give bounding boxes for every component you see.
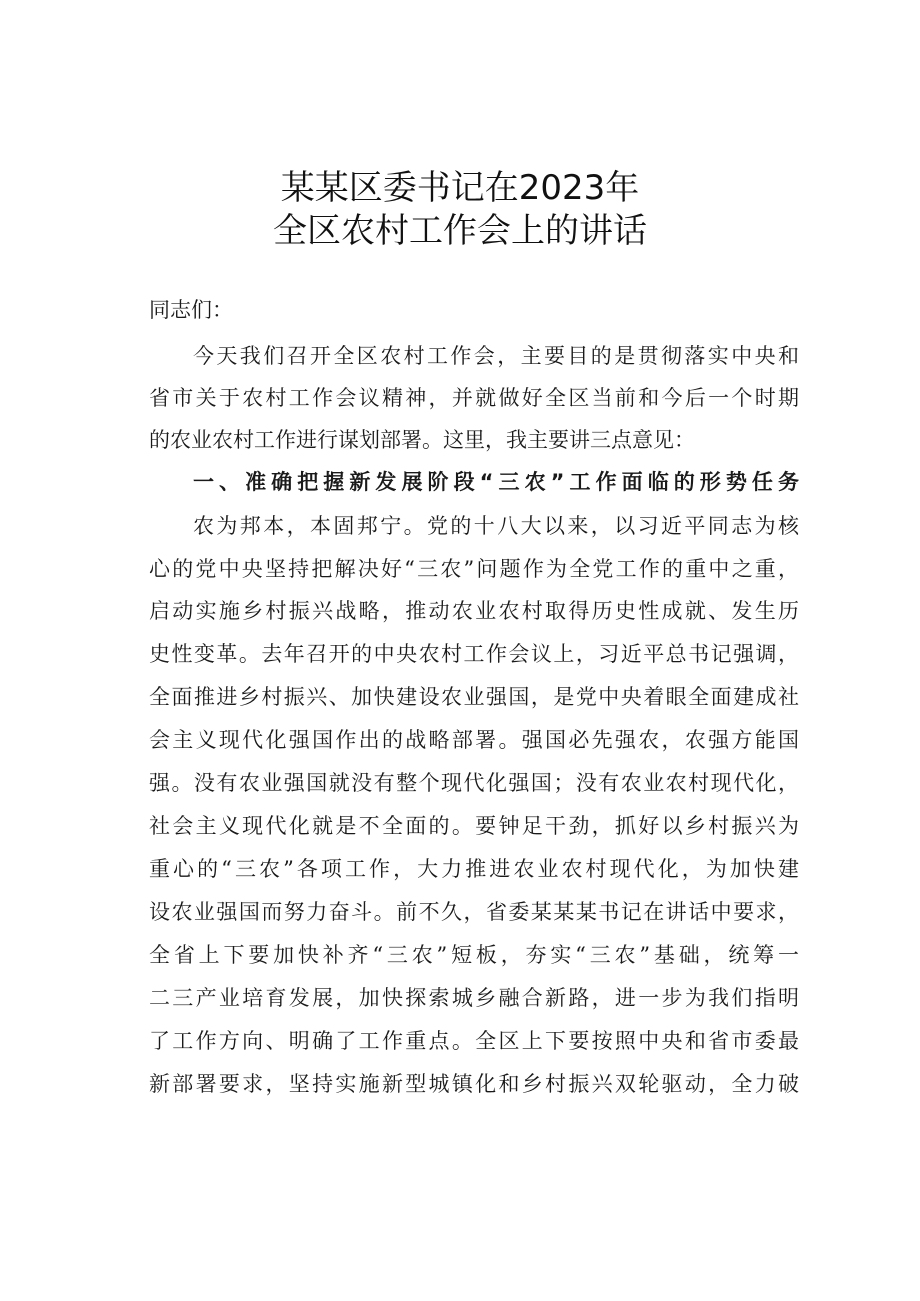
intro-line: 的农业农村工作进行谋划部署。这里，我主要讲三点意见：: [149, 428, 695, 452]
paragraph-line: 启动实施乡村振兴战略，推动农业农村取得历史性成就、发生历: [149, 599, 799, 623]
paragraph-line: 社会主义现代化就是不全面的。要钟足干劲，抓好以乡村振兴为: [149, 814, 799, 838]
section-heading: 一、准确把握新发展阶段“三农”工作面临的形势任务: [193, 470, 799, 494]
paragraph-line: 二三产业培育发展，加快探索城乡融合新路，进一步为我们指明: [149, 986, 799, 1010]
paragraph-line: 史性变革。去年召开的中央农村工作会议上，习近平总书记强调，: [149, 642, 799, 666]
intro-line: 今天我们召开全区农村工作会，主要目的是贯彻落实中央和: [193, 344, 799, 368]
paragraph-line: 心的党中央坚持把解决好“三农”问题作为全党工作的重中之重，: [149, 557, 799, 581]
document-title-line-1: 某某区委书记在2023年: [280, 168, 640, 208]
document-title-line-2: 全区农村工作会上的讲话: [273, 211, 647, 251]
paragraph-line: 设农业强国而努力奋斗。前不久，省委某某某书记在讲话中要求，: [149, 900, 799, 924]
paragraph-line: 农为邦本，本固邦宁。党的十八大以来，以习近平同志为核: [193, 514, 799, 538]
paragraph-line: 重心的“三农”各项工作，大力推进农业农村现代化，为加快建: [149, 857, 799, 881]
paragraph-line: 会主义现代化强国作出的战略部署。强国必先强农，农强方能国: [149, 728, 799, 752]
paragraph-line: 强。没有农业强国就没有整个现代化强国；没有农业农村现代化，: [149, 771, 799, 795]
paragraph-line: 全省上下要加快补齐“三农”短板，夯实“三农”基础，统筹一: [149, 943, 799, 967]
intro-line: 省市关于农村工作会议精神，并就做好全区当前和今后一个时期: [149, 386, 799, 410]
salutation: 同志们：: [149, 298, 233, 322]
paragraph-line: 全面推进乡村振兴、加快建设农业强国，是党中央着眼全面建成社: [149, 685, 799, 709]
paragraph-line: 新部署要求，坚持实施新型城镇化和乡村振兴双轮驱动，全力破: [149, 1072, 799, 1096]
paragraph-line: 了工作方向、明确了工作重点。全区上下要按照中央和省市委最: [149, 1029, 799, 1053]
